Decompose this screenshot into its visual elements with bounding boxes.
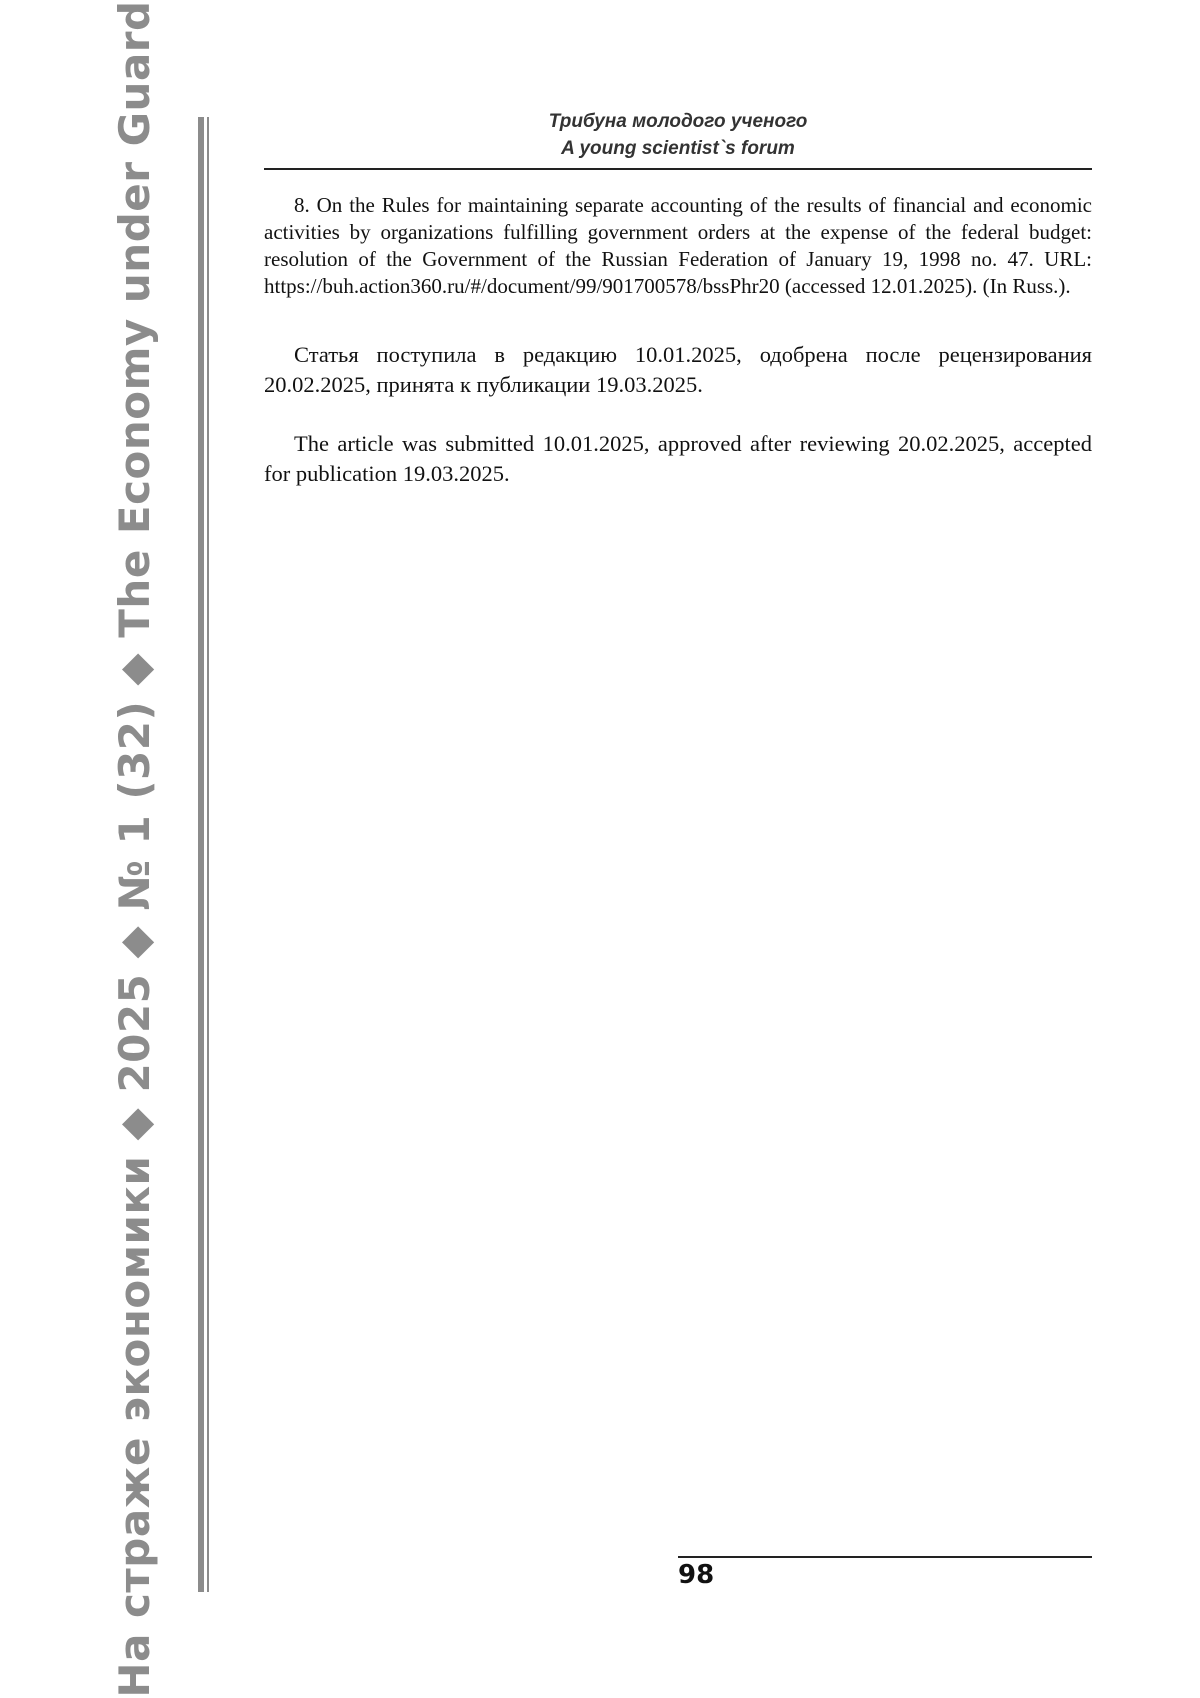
article-dates-en: The article was submitted 10.01.2025, approved after reviewing 20.02.2025, accepted for publication 19.03.2025. <box>264 431 1092 486</box>
section-title-ru: Трибуна молодого ученого <box>548 111 808 132</box>
page-number: 98 <box>678 1560 715 1590</box>
section-title-en: A young scientist`s forum <box>561 138 795 159</box>
reference-item: 8. On the Rules for maintaining separate accounting of the results of financial and economic activities by organizations fulfilling government orders at the expense of the federal budget: resolution of the Government of the Russian Federation of January 19, 1998 no. 47. URL: https://buh.action360.ru/#/document/99/901700578/bssPhr20 (accessed 12.01.2025). (In Russ.). <box>264 193 1092 298</box>
journal-spine-title: На страже экономики ◆ 2025 ◆ № 1 (32) ◆ The Economy under Guard <box>109 0 159 1698</box>
article-dates-ru: Статья поступила в редакцию 10.01.2025, одобрена после рецензирования 20.02.2025, принята к публикации 19.03.2025. <box>264 342 1092 397</box>
header-rule <box>264 168 1092 170</box>
footer-rule <box>678 1556 1092 1558</box>
spine-divider <box>198 117 208 1592</box>
running-header <box>264 108 1092 162</box>
page-content <box>264 192 1092 489</box>
spine-divider-thin <box>207 117 209 1592</box>
spine-divider-thick <box>198 117 204 1592</box>
